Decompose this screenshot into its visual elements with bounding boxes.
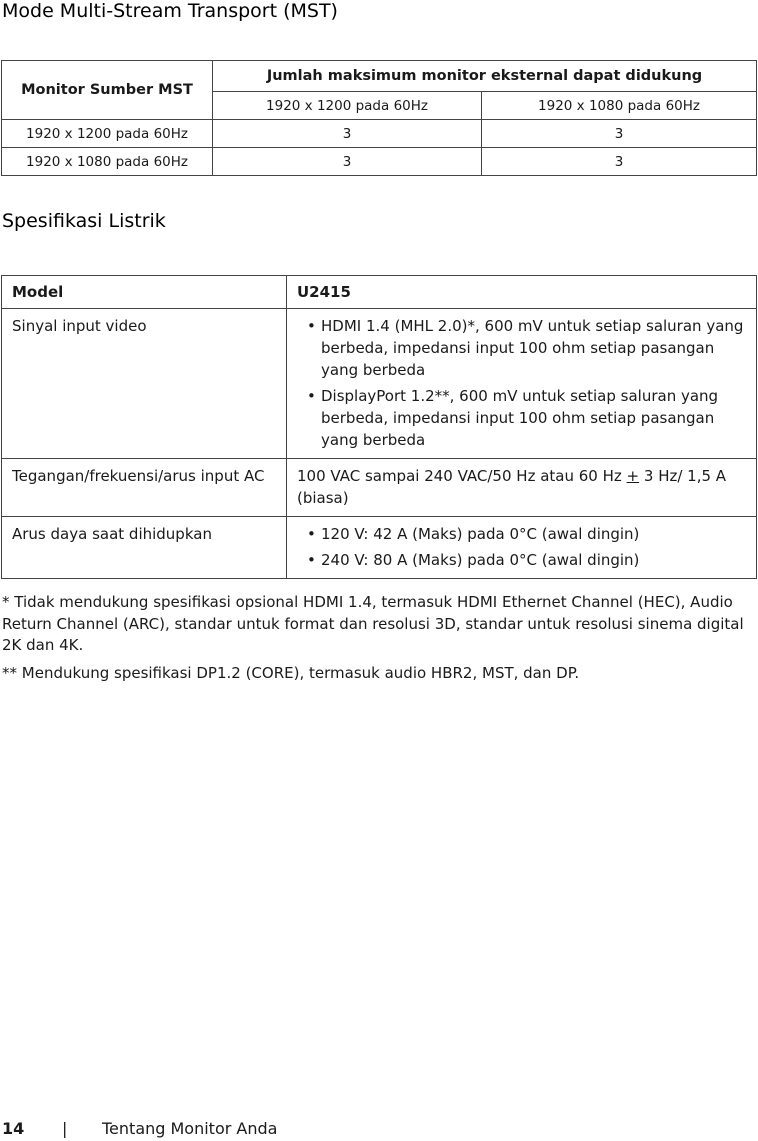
mst-table (1, 60, 757, 176)
mst-header-row (2, 61, 757, 92)
electrical-spec-table (1, 275, 757, 579)
mst-row-value: 3 (213, 120, 482, 148)
voltage-text-end: 3 Hz/ 1,5 A (biasa) (297, 467, 727, 507)
mst-max-monitors-header: Jumlah maksimum monitor eksternal dapat didukung (213, 61, 757, 92)
page-footer (2, 1119, 742, 1138)
inrush-list (297, 523, 750, 571)
chapter-title: Tentang Monitor Anda (102, 1119, 278, 1138)
table-row (2, 120, 757, 148)
list-item: • HDMI 1.4 (MHL 2.0)*, 600 mV untuk setiap saluran yang berbeda, impedansi input 100 ohm setiap pasangan yang berbeda (297, 315, 750, 381)
footnote-dp: ** Mendukung spesifikasi DP1.2 (CORE), termasuk audio HBR2, MST, dan DP. (2, 663, 580, 682)
mst-row-source: 1920 x 1200 pada 60Hz (2, 120, 213, 148)
list-item: • 120 V: 42 A (Maks) pada 0°C (awal dingin) (297, 523, 750, 545)
table-row (2, 459, 757, 517)
inrush-label: Arus daya saat dihidupkan (2, 517, 287, 579)
mst-row-source: 1920 x 1080 pada 60Hz (2, 148, 213, 176)
mst-subheader-1200: 1920 x 1200 pada 60Hz (213, 92, 482, 120)
mst-section-title: Mode Multi-Stream Transport (MST) (2, 0, 338, 22)
footnote-hdmi: * Tidak mendukung spesifikasi opsional HDMI 1.4, termasuk HDMI Ethernet Channel (HEC), Audio Return Channel (ARC), standar untuk format dan resolusi 3D, standar untuk resolusi sinema digital 2K dan 4K. (2, 593, 744, 654)
video-input-list (297, 315, 750, 451)
footnotes (2, 592, 756, 690)
table-row (2, 517, 757, 579)
table-row (2, 309, 757, 459)
table-header-row (2, 276, 757, 309)
mst-row-value: 3 (482, 120, 757, 148)
page-number: 14 (2, 1119, 25, 1138)
voltage-label: Tegangan/frekuensi/arus input AC (2, 459, 287, 517)
inrush-value (287, 517, 757, 579)
video-input-label: Sinyal input video (2, 309, 287, 459)
voltage-text-start: 100 VAC sampai 240 VAC/50 Hz atau 60 Hz (297, 467, 627, 485)
video-input-value (287, 309, 757, 459)
electrical-section-title: Spesifikasi Listrik (2, 210, 166, 232)
mst-row-value: 3 (482, 148, 757, 176)
mst-source-header: Monitor Sumber MST (2, 61, 213, 120)
model-label: Model (2, 276, 287, 309)
voltage-value (287, 459, 757, 517)
plus-minus-symbol: + (626, 467, 640, 485)
mst-row-value: 3 (213, 148, 482, 176)
mst-subheader-1080: 1920 x 1080 pada 60Hz (482, 92, 757, 120)
model-value: U2415 (287, 276, 757, 309)
footer-separator: | (62, 1119, 68, 1138)
list-item: • 240 V: 80 A (Maks) pada 0°C (awal dingin) (297, 549, 750, 571)
table-row (2, 148, 757, 176)
list-item: • DisplayPort 1.2**, 600 mV untuk setiap saluran yang berbeda, impedansi input 100 ohm setiap pasangan yang berbeda (297, 385, 750, 451)
